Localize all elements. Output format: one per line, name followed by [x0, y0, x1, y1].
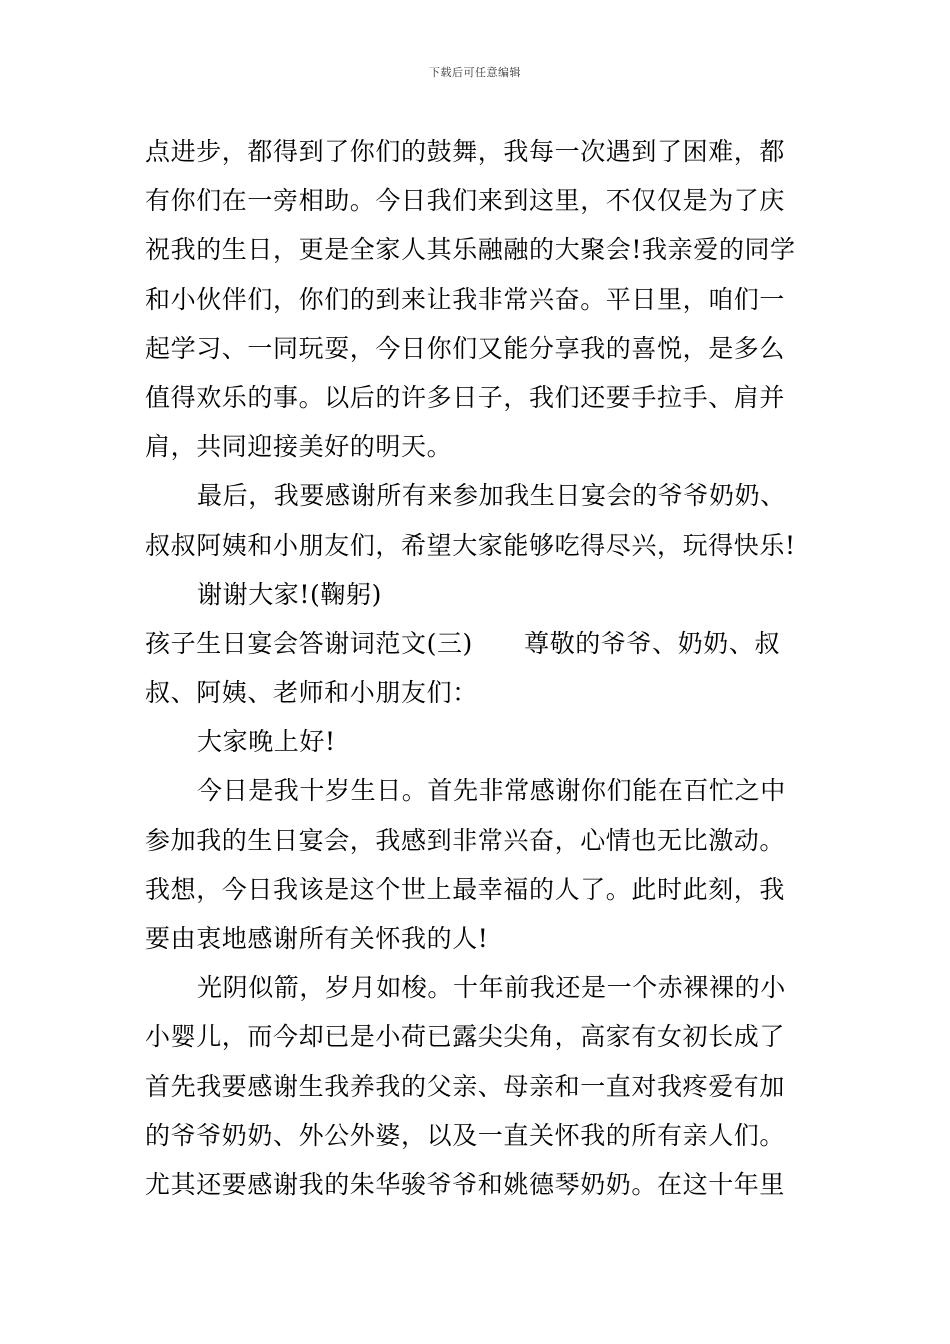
text-line: 值得欢乐的事。以后的许多日子，我们还要手拉手、肩并	[145, 382, 786, 412]
page-header: 下载后可任意编辑	[429, 66, 521, 79]
text-line: 祝我的生日，更是全家人其乐融融的大聚会!我亲爱的同学	[145, 235, 796, 265]
text-line: 肩，共同迎接美好的明天。	[145, 432, 453, 462]
text-line: 我想，今日我该是这个世上最幸福的人了。此时此刻，我	[145, 874, 786, 904]
document-body	[145, 127, 810, 1209]
text-line: 叔叔阿姨和小朋友们，希望大家能够吃得尽兴，玩得快乐!	[145, 530, 796, 560]
text-line: 的爷爷奶奶、外公外婆，以及一直关怀我的所有亲人们。	[145, 1120, 786, 1150]
text-line: 和小伙伴们，你们的到来让我非常兴奋。平日里，咱们一	[145, 284, 786, 314]
text-line: 参加我的生日宴会，我感到非常兴奋，心情也无比激动。	[145, 825, 786, 855]
section-title-line: 孩子生日宴会答谢词范文(三) 尊敬的爷爷、奶奶、叔	[145, 628, 781, 658]
text-line: 有你们在一旁相助。今日我们来到这里，不仅仅是为了庆	[145, 186, 786, 216]
text-line: 点进步，都得到了你们的鼓舞，我每一次遇到了困难，都	[145, 137, 786, 166]
paragraph-start-line: 大家晚上好!	[197, 727, 336, 757]
text-line: 尤其还要感谢我的朱华骏爷爷和姚德琴奶奶。在这十年里	[145, 1169, 786, 1199]
text-line: 首先我要感谢生我养我的父亲、母亲和一直对我疼爱有加	[145, 1071, 786, 1101]
paragraph-start-line: 今日是我十岁生日。首先非常感谢你们能在百忙之中	[197, 776, 786, 806]
text-line: 起学习、一同玩耍，今日你们又能分享我的喜悦，是多么	[145, 333, 786, 363]
paragraph-start-line: 最后，我要感谢所有来参加我生日宴会的爷爷奶奶、	[197, 481, 786, 511]
text-line: 要由衷地感谢所有关怀我的人!	[145, 924, 489, 953]
paragraph-start-line: 光阴似箭，岁月如梭。十年前我还是一个赤裸裸的小	[197, 973, 786, 1003]
text-line: 小婴儿，而今却已是小荷已露尖尖角，高家有女初长成了	[145, 1022, 786, 1052]
text-line: 叔、阿姨、老师和小朋友们：	[145, 678, 478, 708]
paragraph-start-line: 谢谢大家!(鞠躬)	[197, 579, 382, 609]
